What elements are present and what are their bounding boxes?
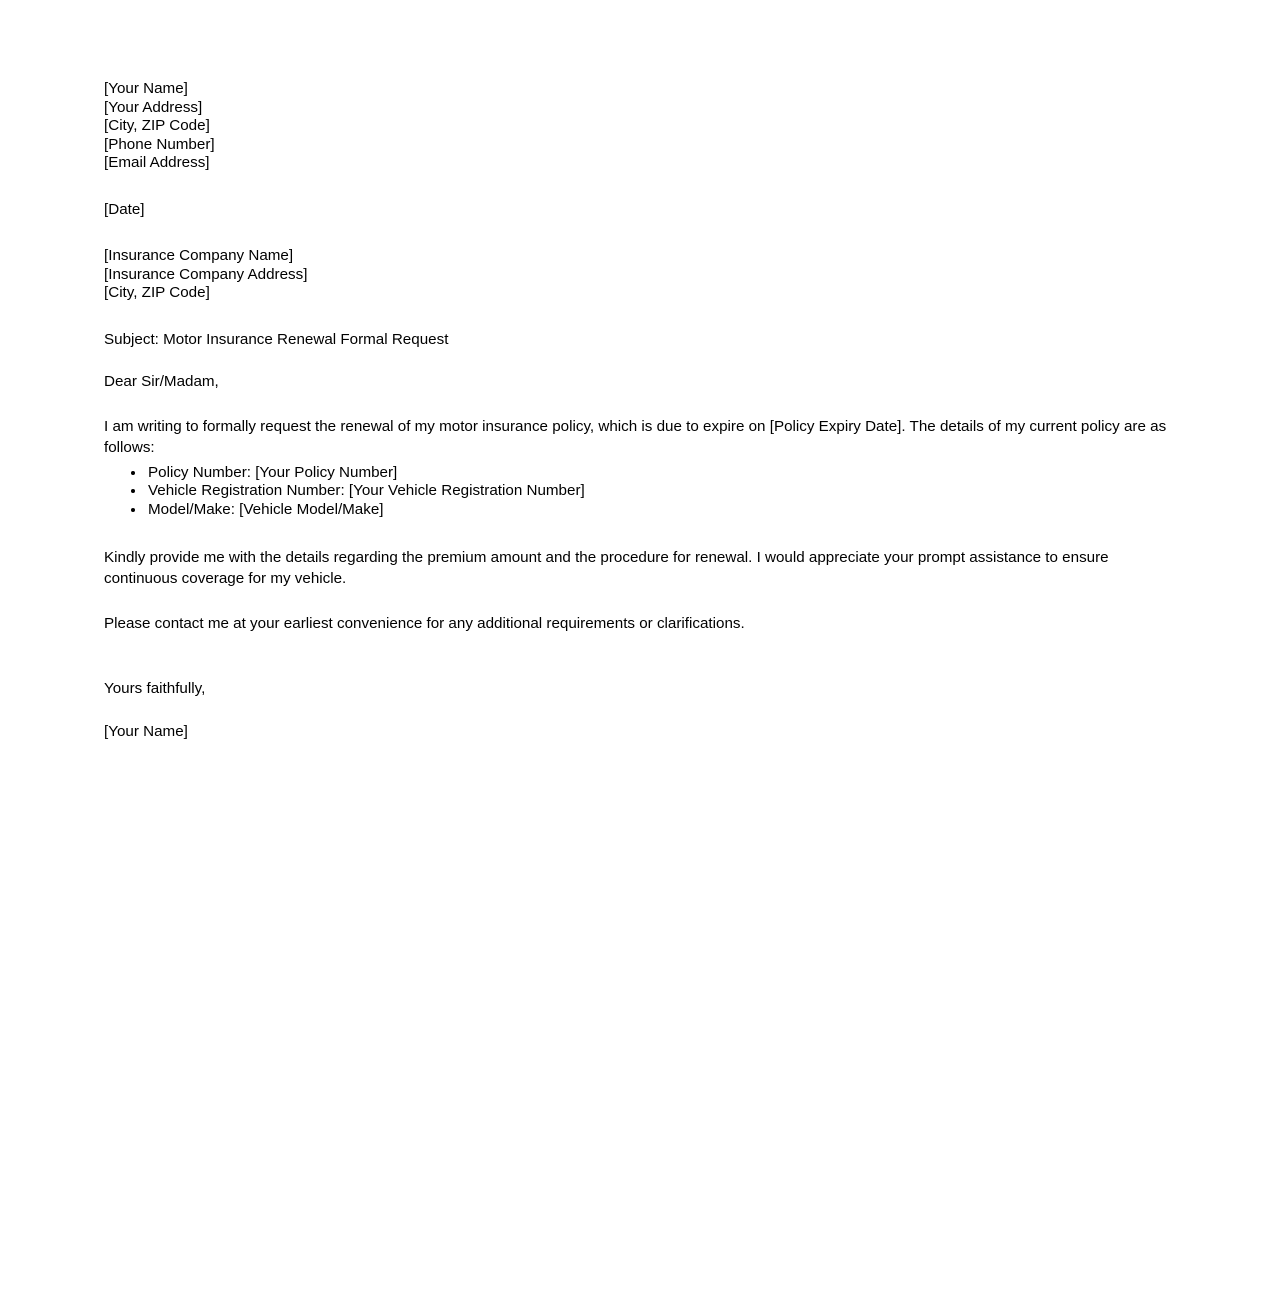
spacer-after-closing — [104, 699, 1169, 723]
recipient-city-zip: [City, ZIP Code] — [104, 284, 210, 301]
body-paragraph-3: Please contact me at your earliest convenience for any additional requirements or clarifications. — [104, 615, 745, 632]
list-item: • Vehicle Registration Number: [Your Vehicle Registration Number] — [146, 482, 1169, 501]
recipient-company-address: [Insurance Company Address] — [104, 265, 308, 283]
body-paragraph-2: Kindly provide me with the details regarding the premium amount and the procedure for renewal. I would appreciate your prompt assistance to ensure continuous coverage for my vehicle. — [104, 549, 1109, 587]
spacer-after-paragraph-2 — [104, 589, 1169, 613]
spacer-after-list — [104, 519, 1169, 547]
spacer-before-closing — [104, 634, 1169, 680]
letter-body — [104, 80, 1169, 741]
sender-name: [Your Name] — [104, 80, 188, 97]
subject-line: Subject: Motor Insurance Renewal Formal Request — [104, 330, 449, 348]
spacer-after-date — [104, 219, 1169, 247]
date-line: [Date] — [104, 200, 145, 218]
list-item: • Policy Number: [Your Policy Number] — [146, 464, 1169, 483]
body-paragraph-1: I am writing to formally request the renewal of my motor insurance policy, which is due to expire on [Policy Expiry Date]. The details of my current policy are as follows: — [104, 417, 1167, 456]
spacer-after-sender — [104, 173, 1169, 201]
spacer-after-salutation — [104, 392, 1169, 416]
recipient-address-block — [104, 247, 1169, 303]
sender-email: [Email Address] — [104, 154, 210, 171]
sender-city-zip: [City, ZIP Code] — [104, 117, 210, 134]
spacer-after-recipient — [104, 303, 1169, 331]
list-item: • Model/Make: [Vehicle Model/Make] — [146, 501, 1169, 520]
signature-name: [Your Name] — [104, 722, 188, 740]
salutation: Dear Sir/Madam, — [104, 373, 219, 390]
sender-phone: [Phone Number] — [104, 135, 215, 153]
closing-line: Yours faithfully, — [104, 680, 206, 697]
spacer-after-subject — [104, 349, 1169, 373]
recipient-company-name: [Insurance Company Name] — [104, 247, 294, 264]
sender-address-block — [104, 80, 1169, 173]
policy-details-list — [104, 464, 1169, 520]
sender-street: [Your Address] — [104, 98, 203, 116]
